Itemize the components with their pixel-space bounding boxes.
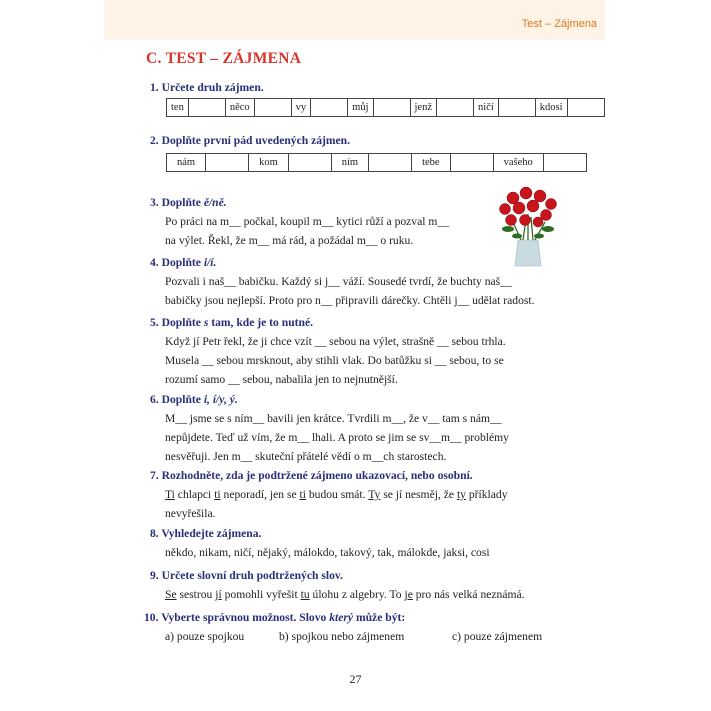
question-number: 1.: [150, 81, 159, 94]
question-title: může být:: [353, 611, 406, 624]
question-number: 4.: [150, 256, 159, 269]
word-cell: něco: [225, 99, 254, 117]
text-line: [150, 585, 525, 604]
question-title: Doplňte: [161, 316, 204, 329]
question-title-italic: i, í/y, ý.: [203, 393, 238, 406]
text-segment: pro nás velká neznámá.: [412, 588, 525, 601]
question-number: 5.: [150, 316, 159, 329]
question-number: 2.: [150, 134, 159, 147]
word-cell: jenž: [410, 99, 437, 117]
question-number: 10.: [144, 611, 159, 624]
word-cell: ničí: [474, 99, 499, 117]
text-line: nepůjdete. Teď už vím, že m__ lhali. A proto se jim se sv__m__ problémy: [165, 431, 509, 444]
question-7: [150, 466, 508, 523]
answer-cell[interactable]: [254, 99, 291, 117]
text-segment: se jí nesměj, že: [380, 488, 457, 501]
question-4: [150, 253, 535, 310]
page-number: 27: [349, 672, 362, 686]
question-title: Doplňte: [161, 196, 204, 209]
question-title-italic: i/í.: [203, 256, 217, 269]
question-title: Doplňte: [161, 393, 204, 406]
underlined-word: Ty: [368, 488, 381, 501]
word-cell: vašeho: [493, 154, 543, 172]
answer-cell[interactable]: [288, 154, 331, 172]
word-cell: kom: [249, 154, 289, 172]
question-title-italic: ě/ně.: [203, 196, 227, 209]
text-segment: sestrou: [176, 588, 216, 601]
question-number: 6.: [150, 393, 159, 406]
question-number: 3.: [150, 196, 159, 209]
question-title-italic: s: [203, 316, 209, 329]
answer-cell[interactable]: [567, 99, 604, 117]
text-line: M__ jsme se s ním__ bavili jen krátce. Tvrdili m__, že v__ tam s nám__: [165, 412, 502, 425]
word-cell: ním: [331, 154, 368, 172]
text-line: Po práci na m__ počkal, koupil m__ kytici růží a pozval m__: [165, 215, 449, 228]
answer-cell[interactable]: [450, 154, 493, 172]
word-cell: můj: [348, 99, 373, 117]
answer-cell[interactable]: [498, 99, 535, 117]
text-line: Musela __ sebou mrsknout, aby stihli vlak. Do batůžku si __ sebou, to se: [165, 354, 504, 367]
question-1: [150, 78, 264, 97]
word-cell: kdosi: [535, 99, 567, 117]
answer-cell[interactable]: [543, 154, 586, 172]
option-b[interactable]: b) spojkou nebo zájmenem: [279, 630, 405, 643]
question-title: Doplňte první pád uvedených zájmen.: [161, 134, 351, 147]
question-6: [150, 390, 509, 466]
text-line: Pozvali i naš__ babičku. Každý si j__ váží. Sousedé tvrdí, že buchty naš__: [165, 275, 512, 288]
underlined-word: ti: [214, 488, 221, 501]
underlined-word: jí: [215, 588, 222, 601]
answer-cell[interactable]: [311, 99, 348, 117]
text-segment: příklady: [465, 488, 508, 501]
word-table-2: [166, 153, 587, 172]
question-title: Určete druh zájmen.: [161, 81, 264, 94]
answer-cell[interactable]: [369, 154, 412, 172]
question-title: Rozhodněte, zda je podtržené zájmeno ukazovací, nebo osobní.: [161, 469, 473, 482]
underlined-word: ti: [299, 488, 306, 501]
underlined-word: Se: [165, 588, 177, 601]
word-cell: tebe: [412, 154, 451, 172]
text-line: babičky jsou nejlepší. Proto pro n__ připravili dárečky. Chtěli j__ udělat radost.: [165, 294, 535, 307]
header-title: Test – Zájmena: [521, 18, 597, 30]
question-3: [150, 193, 449, 250]
underlined-word: je: [404, 588, 413, 601]
answer-cell[interactable]: [437, 99, 474, 117]
word-cell: vy: [291, 99, 311, 117]
question-9: [150, 566, 525, 604]
word-cell: ten: [167, 99, 189, 117]
text-line: Když jí Petr řekl, že ji chce vzít __ sebou na výlet, strašně __ sebou trhla.: [165, 335, 506, 348]
question-number: 8.: [150, 527, 159, 540]
options-row: [144, 627, 542, 646]
question-title: Určete slovní druh podtržených slov.: [161, 569, 343, 582]
question-number: 7.: [150, 469, 159, 482]
question-title-italic: který: [329, 611, 354, 624]
word-table-1: [166, 98, 605, 117]
answer-cell[interactable]: [188, 99, 225, 117]
text-segment: chlapci: [174, 488, 215, 501]
text-line: někdo, nikam, ničí, nějaký, málokdo, takový, tak, málokde, jaksi, cosi: [165, 546, 490, 559]
question-5: [150, 313, 506, 389]
answer-cell[interactable]: [206, 154, 249, 172]
question-2: [150, 131, 350, 150]
text-segment: budou smát.: [305, 488, 369, 501]
text-segment: pomohli vyřešit: [221, 588, 301, 601]
header-band: [104, 0, 605, 40]
underlined-word: ty: [456, 488, 466, 501]
option-a[interactable]: a) pouze spojkou: [165, 630, 245, 643]
answer-cell[interactable]: [373, 99, 410, 117]
question-number: 9.: [150, 569, 159, 582]
text-segment: úlohu z algebry. To: [309, 588, 405, 601]
text-segment: neporadí, jen se: [220, 488, 300, 501]
text-line: na výlet. Řekl, že m__ má rád, a požádal m__ o ruku.: [165, 234, 414, 247]
question-title: Vyhledejte zájmena.: [161, 527, 262, 540]
page-title: C. TEST – ZÁJMENA: [146, 50, 302, 67]
question-title: Vyberte správnou možnost. Slovo: [161, 611, 330, 624]
question-title: Doplňte: [161, 256, 204, 269]
text-line: nevyřešila.: [165, 507, 216, 520]
question-8: [150, 524, 490, 562]
text-line: [150, 485, 508, 504]
text-line: nesvěřuji. Jen m__ skuteční přátelé vědí o m__ch starostech.: [165, 450, 447, 463]
underlined-word: tu: [300, 588, 310, 601]
underlined-word: Ti: [165, 488, 175, 501]
question-10: [144, 608, 542, 646]
option-c[interactable]: c) pouze zájmenem: [452, 630, 543, 643]
text-line: rozumí samo __ sebou, nabalila jen to nejnutnější.: [165, 373, 398, 386]
question-title: tam, kde je to nutné.: [208, 316, 313, 329]
word-cell: nám: [167, 154, 206, 172]
